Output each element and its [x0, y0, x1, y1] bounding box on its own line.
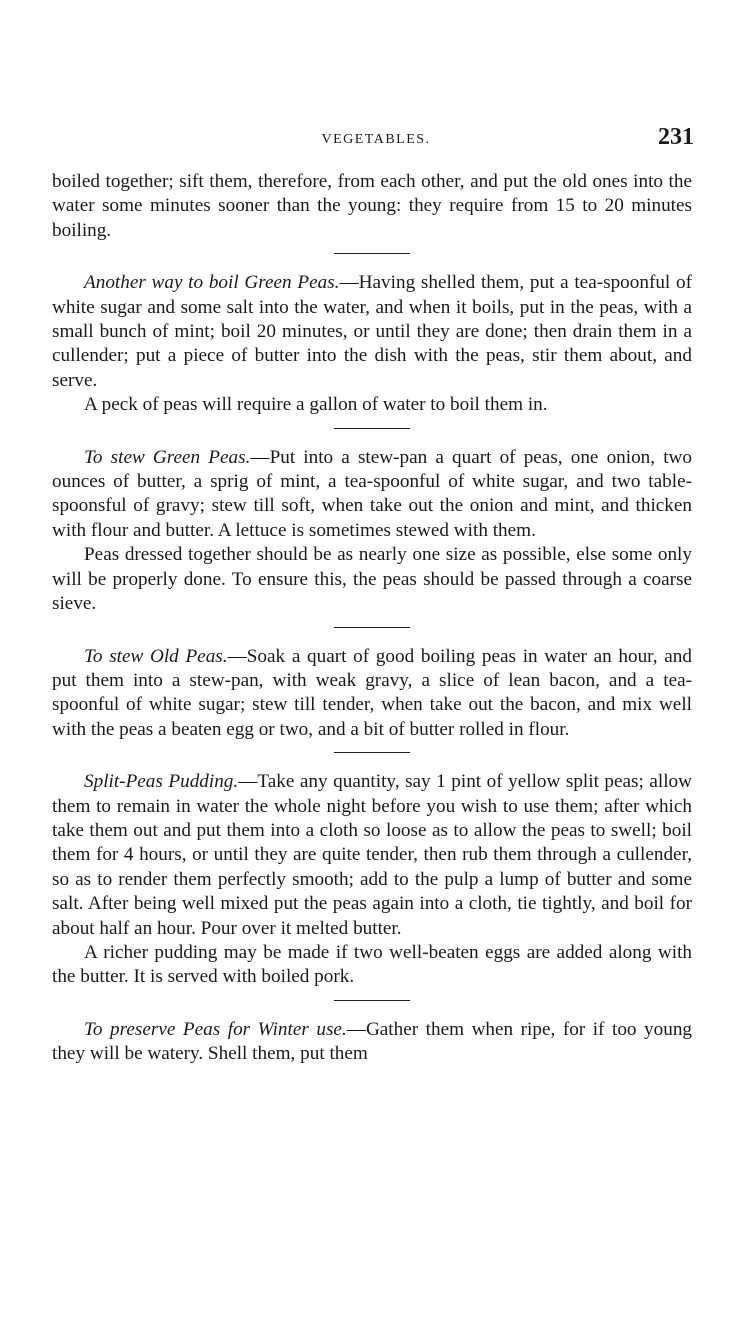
- recipe-text: —Take any quantity, say 1 pint of yellow split peas; allow them to remain in water the whole night before you wish to use them; after which take them out and put them into a cloth so loose as to allow the peas to swell; boil them for 4 hours, or until they are quite tender, then rub them through a cullender, so as to render them perfectly smooth; add to the pulp a lump of butter and some salt. After being well mixed put the peas again into a cloth, tie tightly, and boil for about half an hour. Pour over it melted butter.: [52, 771, 692, 939]
- recipe-text: —Having shelled them, put a tea-spoonful of white sugar and some salt into the water, and when it boils, put in the peas, with a small bunch of mint; boil 20 minutes, or until they are done; then drain them in a cullender; put a piece of butter into the dish with the peas, stir them about, and serve.: [52, 272, 692, 391]
- recipe-note: Peas dressed together should be as nearly one size as possible, else some only will be properly done. To ensure this, the peas should be passed through a coarse sieve.: [52, 544, 692, 615]
- recipe-another-way: [52, 271, 692, 393]
- page-body: [52, 170, 692, 1067]
- continued-paragraph: boiled together; sift them, therefore, from each other, and put the old ones into the water some minutes sooner than the young: they require from 15 to 20 minutes boiling.: [52, 171, 692, 241]
- section-rule: [334, 253, 410, 254]
- recipe-title: Split-Peas Pudding.: [84, 771, 239, 793]
- section-rule: [334, 428, 410, 429]
- recipe-title: To preserve Peas for Winter use.: [84, 1018, 347, 1040]
- section-rule: [334, 752, 410, 753]
- running-head: VEGETABLES.: [321, 132, 431, 147]
- recipe-text: —Gather them when ripe, for if too young they will be watery. Shell them, put them: [52, 1018, 693, 1065]
- section-rule: [334, 1000, 410, 1001]
- recipe-text: —Soak a quart of good boiling peas in water an hour, and put them into a stew-pan, with weak gravy, a slice of lean bacon, and a tea-spoonful of white sugar; stew till tender, when take out the bacon, and mix well with the peas a beaten egg or two, and a bit of butter rolled in flour.: [52, 645, 692, 740]
- recipe-title: To stew Green Peas.: [84, 446, 251, 468]
- recipe-stew-green-peas: [52, 446, 692, 544]
- recipe-split-peas-pudding: [52, 770, 692, 941]
- recipe-title: Another way to boil Green Peas.: [84, 272, 340, 294]
- recipe-note: A peck of peas will require a gallon of water to boil them in.: [84, 394, 548, 416]
- recipe-text: —Put into a stew-pan a quart of peas, one onion, two ounces of butter, a sprig of mint, a tea-spoonful of white sugar, and two table-spoonsful of gravy; stew till soft, when take out the onion and mint, and thicken with flour and butter. A lettuce is sometimes stewed with them.: [52, 446, 692, 541]
- page-number: 231: [658, 124, 694, 150]
- recipe-title: To stew Old Peas.: [84, 645, 228, 667]
- recipe-note: A richer pudding may be made if two well-beaten eggs are added along with the butter. It is served with boiled pork.: [52, 941, 692, 988]
- page-header: [58, 124, 694, 156]
- recipe-preserve-peas: [52, 1018, 692, 1067]
- recipe-stew-old-peas: [52, 645, 692, 743]
- section-rule: [334, 627, 410, 628]
